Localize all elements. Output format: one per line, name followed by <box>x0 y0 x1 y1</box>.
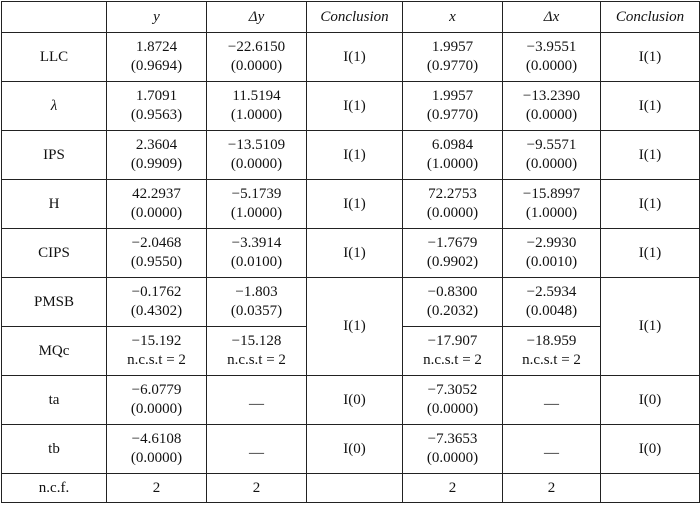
cell-delta-x <box>503 82 601 131</box>
footer-label: n.c.f. <box>2 474 107 503</box>
cell-x <box>403 33 503 82</box>
p-value: (0.9563) <box>130 107 183 123</box>
p-value: (0.2032) <box>426 303 479 319</box>
conclusion-x: I(1) <box>601 278 700 376</box>
cell-y <box>107 425 207 474</box>
note: n.c.s.t = 2 <box>127 352 186 368</box>
value: −15.128 <box>231 333 282 349</box>
header-delta-x: Δx <box>503 2 601 33</box>
cell-delta-x <box>503 229 601 278</box>
cell-delta-x <box>503 278 601 327</box>
row-label: MQc <box>2 327 107 376</box>
conclusion-x: I(1) <box>601 33 700 82</box>
footer-x: 2 <box>403 474 503 503</box>
conclusion-y: I(0) <box>307 376 403 425</box>
value: −13.2390 <box>522 88 581 104</box>
value: 6.0984 <box>431 137 474 153</box>
table-row <box>2 131 700 180</box>
p-value: (0.0000) <box>230 156 283 172</box>
p-value: (1.0000) <box>230 107 283 123</box>
value: 2.3604 <box>135 137 178 153</box>
cell-delta-y <box>207 33 307 82</box>
p-value: (0.0000) <box>426 205 479 221</box>
cell-x <box>403 327 503 376</box>
cell-y <box>107 327 207 376</box>
table-row <box>2 180 700 229</box>
row-label: ta <box>2 376 107 425</box>
cell-delta-y <box>207 278 307 327</box>
cell-x <box>403 82 503 131</box>
value: −4.6108 <box>131 431 182 447</box>
note: n.c.s.t = 2 <box>423 352 482 368</box>
p-value: (1.0000) <box>230 205 283 221</box>
value: 1.9957 <box>431 39 474 55</box>
cell-delta-x <box>503 327 601 376</box>
note: n.c.s.t = 2 <box>522 352 581 368</box>
footer-y: 2 <box>107 474 207 503</box>
p-value: (0.9694) <box>130 58 183 74</box>
cell-y <box>107 33 207 82</box>
p-value: (0.9909) <box>130 156 183 172</box>
footer-row <box>2 474 700 503</box>
conclusion-y: I(1) <box>307 82 403 131</box>
cell-y <box>107 82 207 131</box>
conclusion-y: I(1) <box>307 131 403 180</box>
value: −1.7679 <box>427 235 478 251</box>
cell-y <box>107 229 207 278</box>
value: −15.8997 <box>522 186 581 202</box>
p-value: (1.0000) <box>525 205 578 221</box>
header-y: y <box>107 2 207 33</box>
p-value: (0.9770) <box>426 58 479 74</box>
cell-x <box>403 425 503 474</box>
unit-root-test-table <box>1 1 700 503</box>
row-label: tb <box>2 425 107 474</box>
table-row <box>2 376 700 425</box>
empty-dash: — <box>249 395 264 412</box>
footer-delta-x: 2 <box>503 474 601 503</box>
value: −0.1762 <box>131 284 182 300</box>
value: −7.3653 <box>427 431 478 447</box>
value: 42.2937 <box>132 186 181 202</box>
conclusion-x: I(0) <box>601 376 700 425</box>
cell-x <box>403 376 503 425</box>
row-label: CIPS <box>2 229 107 278</box>
value: 1.9957 <box>431 88 474 104</box>
row-label: IPS <box>2 131 107 180</box>
p-value: (0.0000) <box>130 205 183 221</box>
header-conclusion-y: Conclusion <box>307 2 403 33</box>
p-value: (0.0100) <box>230 254 283 270</box>
value: −0.8300 <box>427 284 478 300</box>
value: −2.5934 <box>526 284 577 300</box>
value: −22.6150 <box>227 39 286 55</box>
p-value: (0.9550) <box>130 254 183 270</box>
value: −5.1739 <box>231 186 282 202</box>
value: 1.7091 <box>135 88 178 104</box>
cell-y <box>107 131 207 180</box>
footer-delta-y: 2 <box>207 474 307 503</box>
header-conclusion-x: Conclusion <box>601 2 700 33</box>
p-value: (0.0000) <box>525 156 578 172</box>
empty-dash: — <box>544 395 559 412</box>
footer-conclusion-y <box>307 474 403 503</box>
note: n.c.s.t = 2 <box>227 352 286 368</box>
cell-delta-y <box>207 376 307 425</box>
table-row <box>2 33 700 82</box>
cell-delta-x <box>503 131 601 180</box>
cell-x <box>403 229 503 278</box>
p-value: (0.0000) <box>230 58 283 74</box>
conclusion-y: I(1) <box>307 278 403 376</box>
row-label: LLC <box>2 33 107 82</box>
footer-conclusion-x <box>601 474 700 503</box>
cell-delta-y <box>207 425 307 474</box>
cell-y <box>107 278 207 327</box>
p-value: (0.0010) <box>525 254 578 270</box>
value: −18.959 <box>526 333 577 349</box>
value: −1.803 <box>235 284 278 300</box>
value: 11.5194 <box>232 88 281 104</box>
conclusion-y: I(1) <box>307 180 403 229</box>
table-row <box>2 278 700 327</box>
p-value: (0.0357) <box>230 303 283 319</box>
value: −2.9930 <box>526 235 577 251</box>
value: −13.5109 <box>227 137 286 153</box>
p-value: (0.0000) <box>130 401 183 417</box>
p-value: (0.9902) <box>426 254 479 270</box>
conclusion-x: I(1) <box>601 229 700 278</box>
row-label: PMSB <box>2 278 107 327</box>
value: −17.907 <box>427 333 478 349</box>
conclusion-y: I(1) <box>307 229 403 278</box>
cell-delta-y <box>207 229 307 278</box>
empty-dash: — <box>544 444 559 461</box>
cell-delta-x <box>503 425 601 474</box>
header-delta-y: Δy <box>207 2 307 33</box>
cell-y <box>107 180 207 229</box>
conclusion-x: I(1) <box>601 82 700 131</box>
value: 72.2753 <box>428 186 477 202</box>
value: −9.5571 <box>526 137 577 153</box>
cell-delta-x <box>503 180 601 229</box>
conclusion-y: I(1) <box>307 33 403 82</box>
conclusion-y: I(0) <box>307 425 403 474</box>
value: −15.192 <box>131 333 182 349</box>
p-value: (0.0048) <box>525 303 578 319</box>
value: −7.3052 <box>427 382 478 398</box>
cell-delta-x <box>503 33 601 82</box>
header-x: x <box>403 2 503 33</box>
table-row <box>2 229 700 278</box>
value: −2.0468 <box>131 235 182 251</box>
cell-x <box>403 278 503 327</box>
row-label: H <box>2 180 107 229</box>
value: −3.9551 <box>526 39 577 55</box>
cell-x <box>403 180 503 229</box>
cell-delta-y <box>207 327 307 376</box>
table-row <box>2 82 700 131</box>
cell-delta-x <box>503 376 601 425</box>
table-row <box>2 425 700 474</box>
cell-y <box>107 376 207 425</box>
p-value: (0.0000) <box>130 450 183 466</box>
value: −3.3914 <box>231 235 282 251</box>
cell-delta-y <box>207 82 307 131</box>
p-value: (0.9770) <box>426 107 479 123</box>
row-label: λ <box>2 82 107 131</box>
conclusion-x: I(1) <box>601 131 700 180</box>
p-value: (0.0000) <box>426 450 479 466</box>
conclusion-x: I(1) <box>601 180 700 229</box>
empty-dash: — <box>249 444 264 461</box>
value: 1.8724 <box>135 39 178 55</box>
value: −6.0779 <box>131 382 182 398</box>
p-value: (0.4302) <box>130 303 183 319</box>
cell-x <box>403 131 503 180</box>
p-value: (1.0000) <box>426 156 479 172</box>
header-corner <box>2 2 107 33</box>
conclusion-x: I(0) <box>601 425 700 474</box>
cell-delta-y <box>207 131 307 180</box>
p-value: (0.0000) <box>525 58 578 74</box>
p-value: (0.0000) <box>426 401 479 417</box>
header-row <box>2 2 700 33</box>
p-value: (0.0000) <box>525 107 578 123</box>
cell-delta-y <box>207 180 307 229</box>
